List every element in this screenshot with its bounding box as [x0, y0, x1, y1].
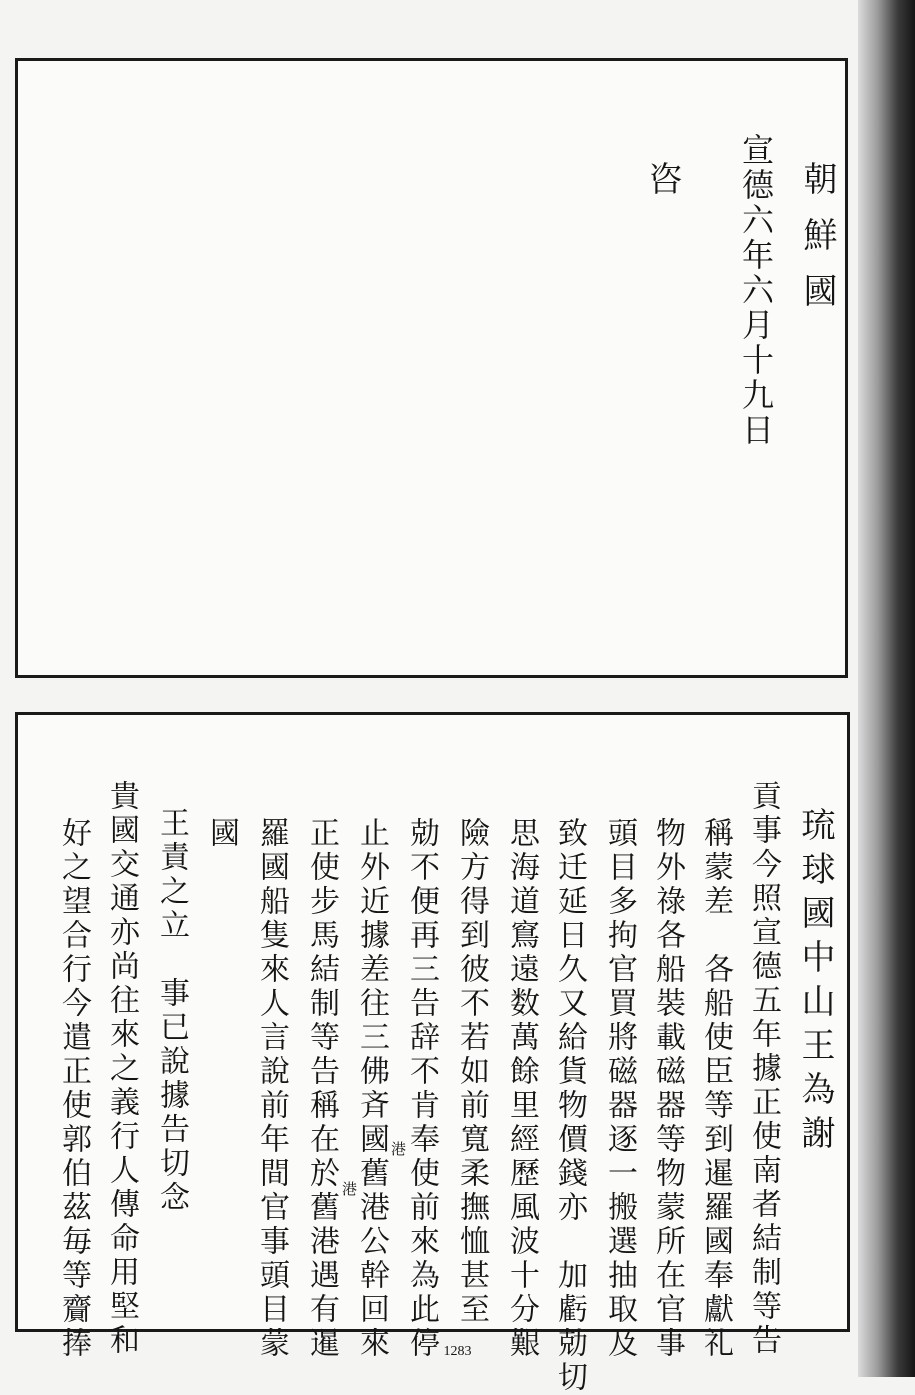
- bottom-column-14: 王責之立 事已說據告切念: [154, 807, 189, 1215]
- bottom-column-12: 羅國船隻來人言說前年間官事頭目蒙: [254, 817, 289, 1361]
- bottom-column-9: 勀不便再三告辞不肯奉使前來為此停: [404, 817, 439, 1361]
- top-column-recipient: 朝鮮國: [797, 161, 837, 329]
- bottom-column-4: 物外祿各船裝載磁器等物蒙所在官事: [650, 817, 685, 1361]
- page-number: 1283: [443, 1344, 472, 1359]
- top-column-date: 宣德六年六月十九日: [737, 133, 775, 448]
- top-column-document-type: 咨: [642, 161, 682, 201]
- bottom-column-2: 貢事今照宣德五年據正使南者結制等告: [746, 780, 781, 1358]
- book-binding-shadow: [858, 0, 915, 1377]
- bottom-column-13: 國: [204, 817, 239, 851]
- bottom-column-16: 好之望合行今遣正使郭伯茲毎等齎捧: [56, 817, 91, 1361]
- bottom-column-3: 稱蒙差 各船使臣等到暹羅國奉獻礼: [698, 817, 733, 1361]
- bottom-column-6: 致迁延日久又給貨物價錢亦 加虧勀切: [552, 817, 587, 1395]
- bottom-column-5: 頭目多拘官買將磁器逐一搬選抽取及: [602, 817, 637, 1361]
- bottom-column-7: 思海道窵遠数萬餘里經歷風波十分艱: [504, 817, 539, 1361]
- bottom-column-10: 止外近據差往三佛斉國舊港公幹回來: [354, 817, 389, 1361]
- margin-annotation-2: 港: [340, 1181, 358, 1202]
- bottom-column-15: 貴國交通亦尚往來之義行人傳命用堅和: [104, 780, 139, 1358]
- bottom-column-1: 琉球國中山王為謝: [795, 807, 835, 1159]
- margin-annotation-1: 港: [389, 1141, 407, 1162]
- top-document-panel: [15, 58, 848, 678]
- bottom-column-11: 正使步馬結制等告稱在於舊港遇有暹: [304, 817, 339, 1361]
- bottom-column-8: 險方得到彼不若如前寬柔撫恤甚至: [454, 817, 489, 1327]
